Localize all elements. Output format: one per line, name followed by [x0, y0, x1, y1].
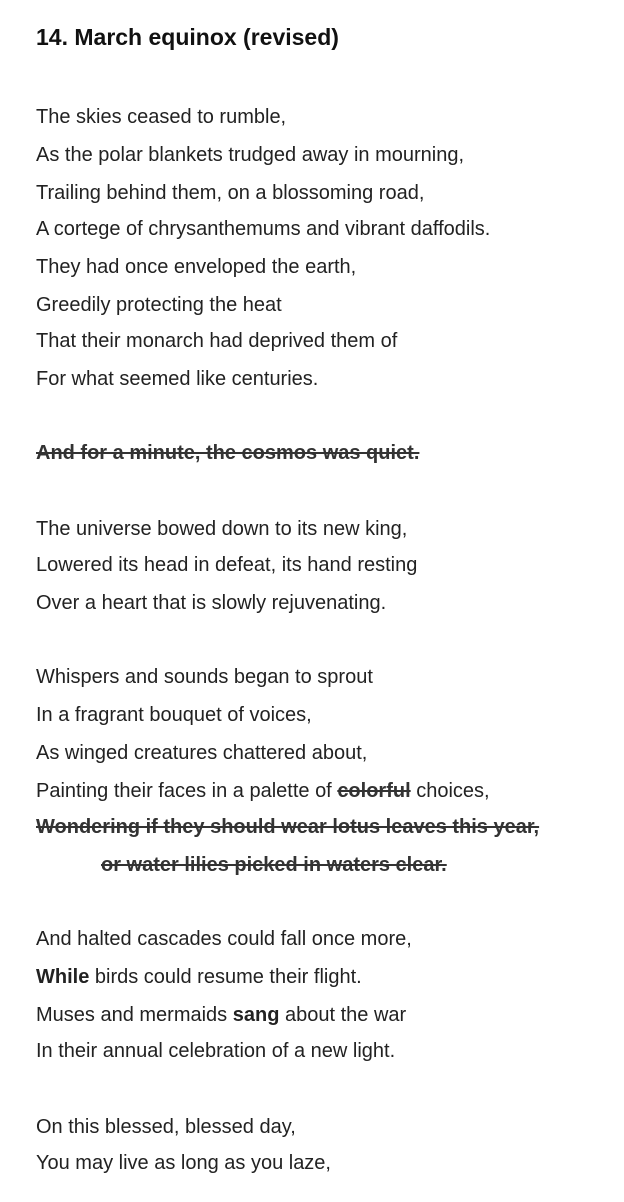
bold-word: sang: [232, 1004, 280, 1026]
poem-line: As winged creatures chattered about,: [36, 742, 368, 764]
struck-through-line: or water lilies picked in waters clear.: [101, 854, 447, 876]
poem-line-text: birds could resume their flight.: [89, 966, 362, 988]
poem-line: In their annual celebration of a new light.: [36, 1040, 396, 1062]
poem-line: And halted cascades could fall once more,: [36, 928, 412, 950]
poem-line: [36, 1003, 406, 1027]
poem-line: In a fragrant bouquet of voices,: [36, 704, 312, 726]
poem-line: A cortege of chrysanthemums and vibrant daffodils.: [36, 218, 491, 240]
poem-line: That their monarch had deprived them of: [36, 330, 398, 352]
poem-line: [36, 965, 362, 989]
poem-line: As the polar blankets trudged away in mourning,: [36, 144, 465, 166]
poem-line: For what seemed like centuries.: [36, 368, 319, 390]
poem-title: 14. March equinox (revised): [36, 24, 339, 50]
poem-line: On this blessed, blessed day,: [36, 1116, 296, 1138]
poem-line: The universe bowed down to its new king,: [36, 518, 408, 540]
struck-through-line: And for a minute, the cosmos was quiet.: [36, 442, 420, 464]
poem-line-text: Painting their faces in a palette of: [36, 780, 338, 802]
poem-line: You may live as long as you laze,: [36, 1152, 331, 1174]
poem-line-text: about the war: [279, 1004, 407, 1026]
poem-line-text: Muses and mermaids: [36, 1004, 233, 1026]
struck-through-line: Wondering if they should wear lotus leaves this year,: [36, 816, 540, 838]
poem-line: The skies ceased to rumble,: [36, 106, 287, 128]
bold-word: While: [36, 966, 90, 988]
poem-line: Greedily protecting the heat: [36, 294, 282, 316]
poem-line: Whispers and sounds began to sprout: [36, 666, 373, 688]
poem-line: Over a heart that is slowly rejuvenating.: [36, 592, 387, 614]
poem-line: [36, 779, 490, 803]
poem-line: They had once enveloped the earth,: [36, 256, 357, 278]
poem-line: Trailing behind them, on a blossoming road,: [36, 182, 425, 204]
struck-through-word: colorful: [337, 780, 411, 802]
poem-line-text: choices,: [410, 780, 490, 802]
poem-line: Lowered its head in defeat, its hand resting: [36, 554, 418, 576]
